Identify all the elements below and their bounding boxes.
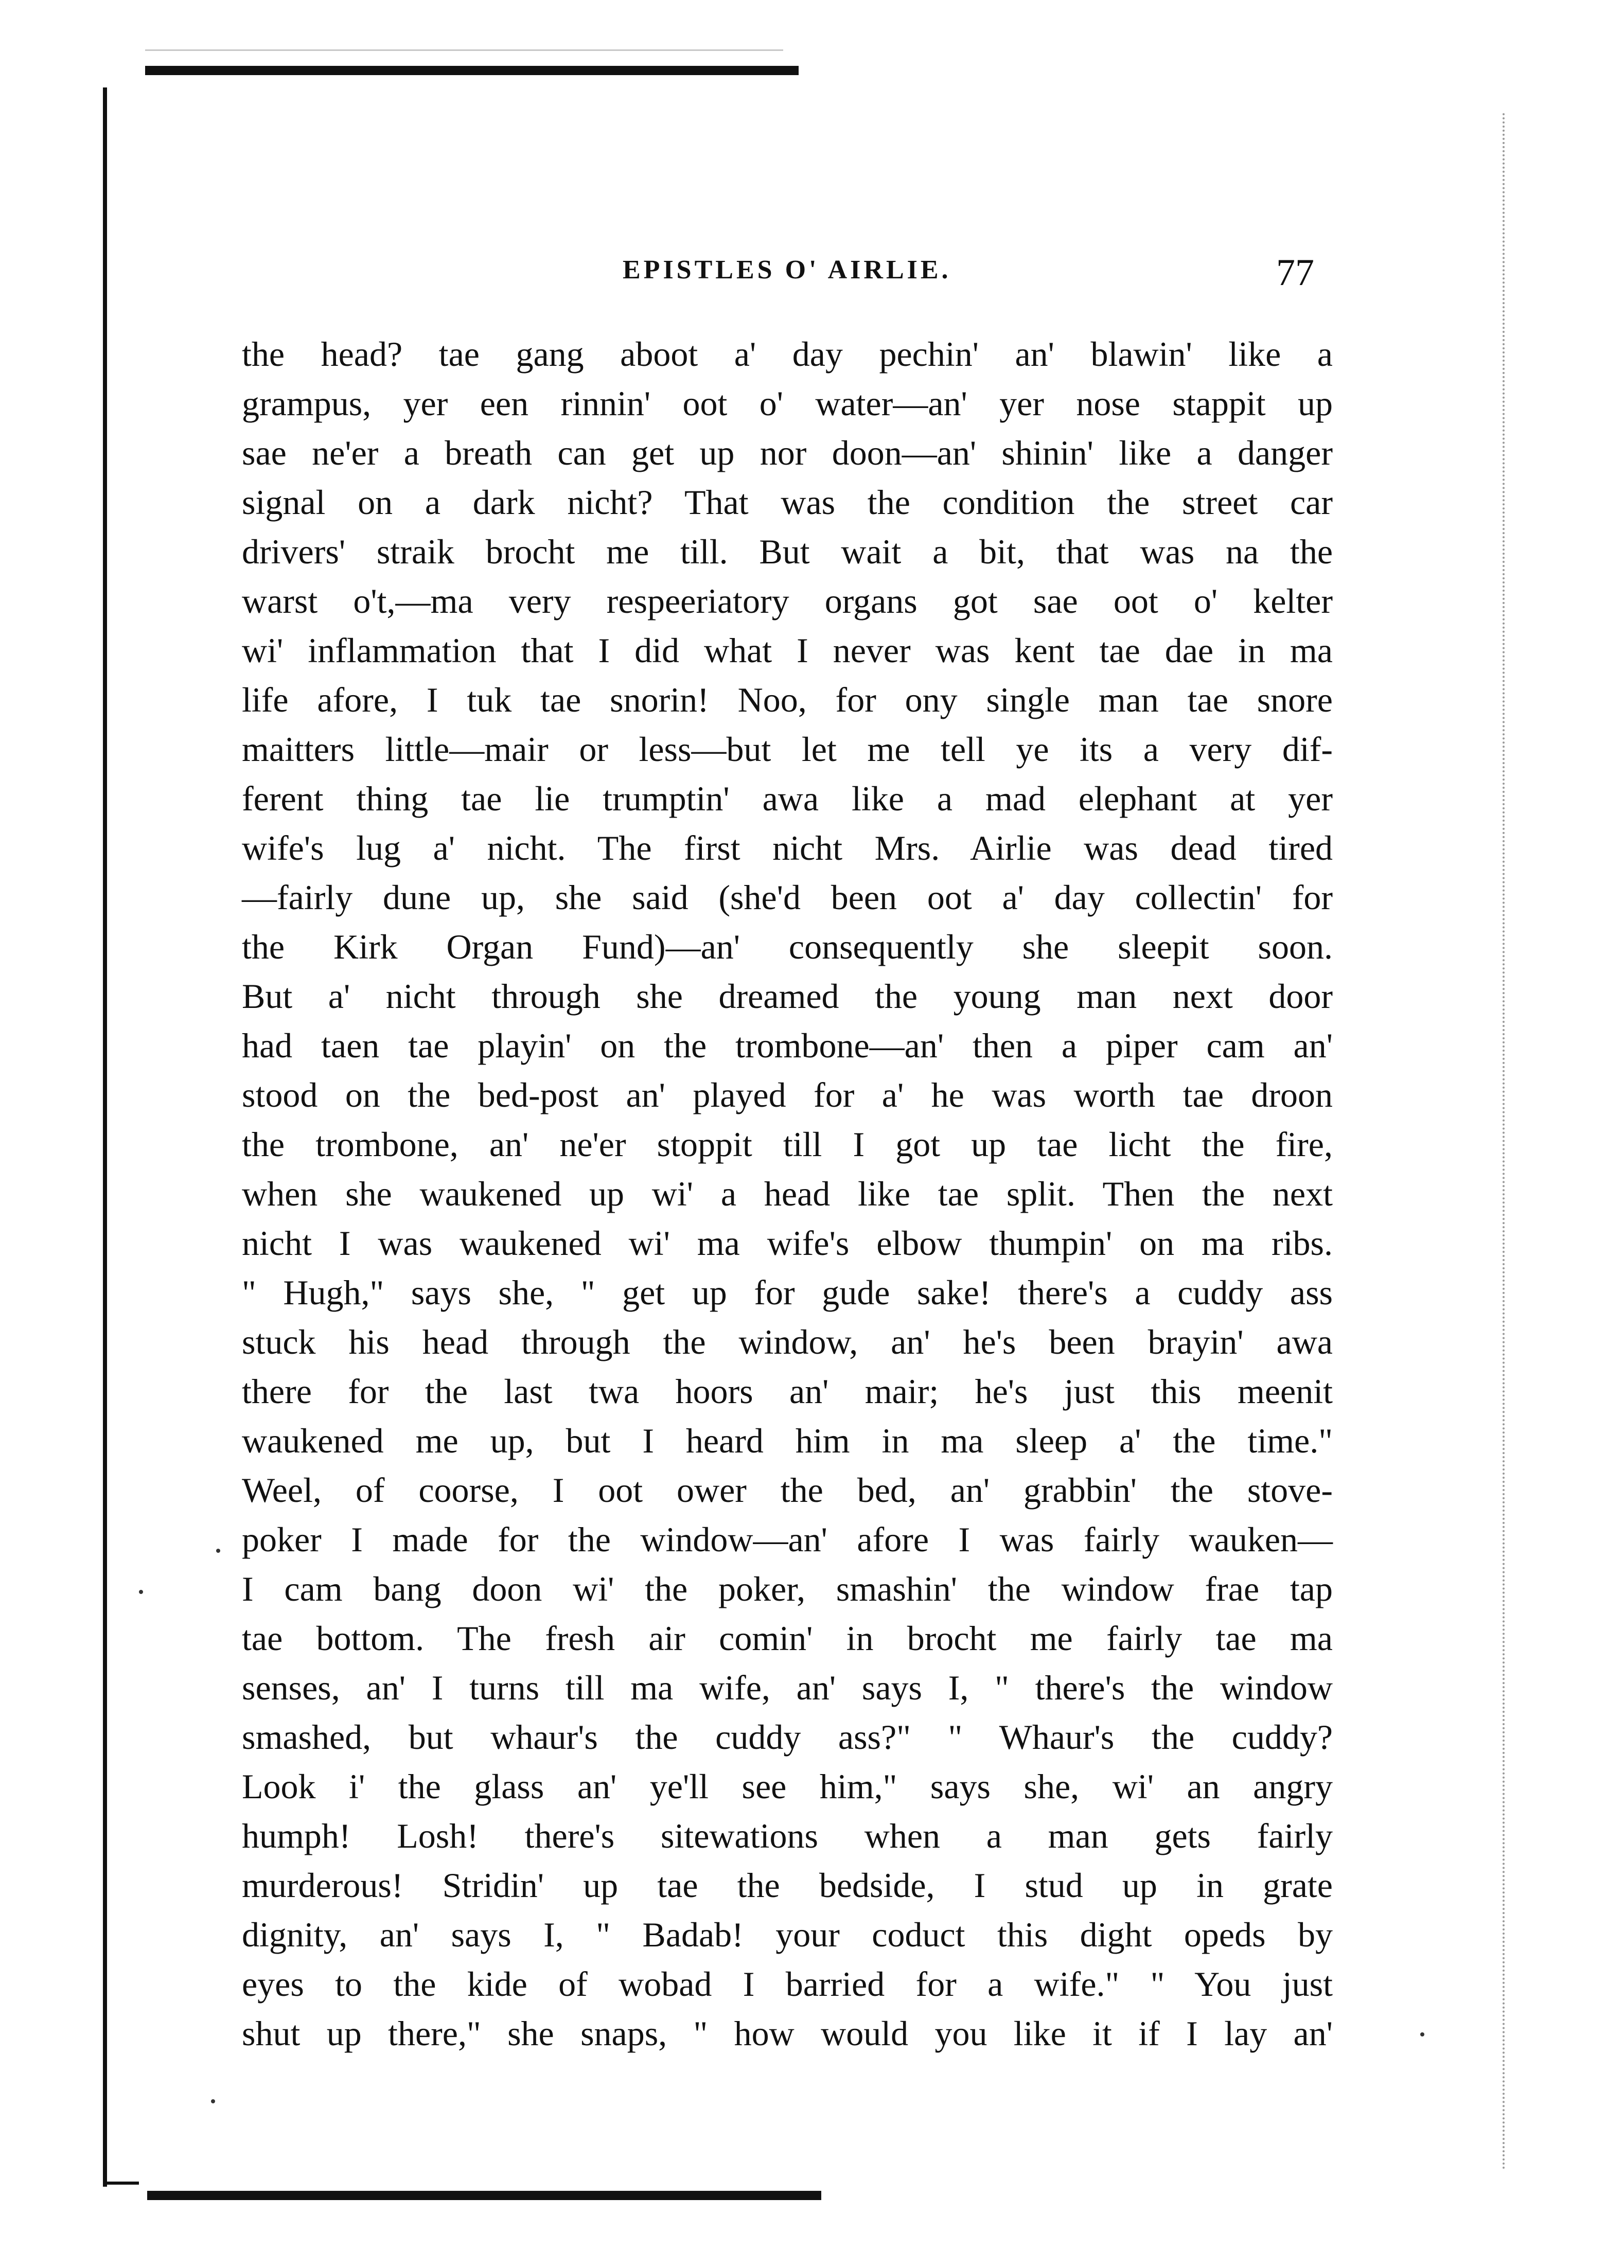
bottom-page-edge-rule bbox=[147, 2191, 821, 2200]
body-text bbox=[242, 329, 1333, 2058]
text-line: when she waukened up wi' a head like tae split. Then the next bbox=[242, 1174, 1333, 1213]
text-line: dignity, an' says I, " Badab! your coduct this dight opeds by bbox=[242, 1915, 1333, 1954]
top-page-edge-faint bbox=[145, 49, 783, 51]
text-line: " Hugh," says she, " get up for gude sake! there's a cuddy ass bbox=[242, 1273, 1333, 1312]
text-line: poker I made for the window—an' afore I was fairly wauken— bbox=[242, 1520, 1333, 1559]
text-line: life afore, I tuk tae snorin! Noo, for ony single man tae snore bbox=[242, 680, 1333, 719]
text-line: maitters little—mair or less—but let me tell ye its a very dif- bbox=[242, 730, 1333, 769]
text-line: Weel, of coorse, I oot ower the bed, an' grabbin' the stove- bbox=[242, 1470, 1333, 1510]
text-line: But a' nicht through she dreamed the young man next door bbox=[242, 977, 1333, 1016]
text-line: drivers' straik brocht me till. But wait a bit, that was na the bbox=[242, 532, 1333, 571]
right-page-edge bbox=[1503, 113, 1507, 2171]
text-line: stood on the bed-post an' played for a' he was worth tae droon bbox=[242, 1075, 1333, 1114]
text-line: tae bottom. The fresh air comin' in brocht me fairly tae ma bbox=[242, 1619, 1333, 1658]
ink-speck bbox=[211, 2099, 215, 2103]
top-page-edge-rule bbox=[145, 66, 799, 75]
left-binding-edge bbox=[103, 87, 107, 2187]
text-line: ferent thing tae lie trumptin' awa like a mad elephant at yer bbox=[242, 779, 1333, 818]
text-line: smashed, but whaur's the cuddy ass?" " Whaur's the cuddy? bbox=[242, 1717, 1333, 1757]
text-line: nicht I was waukened wi' ma wife's elbow thumpin' on ma ribs. bbox=[242, 1224, 1333, 1263]
ink-speck bbox=[216, 1549, 220, 1553]
running-head: EPISTLES O' AIRLIE. bbox=[623, 255, 951, 285]
text-line: wife's lug a' nicht. The first nicht Mrs. Airlie was dead tired bbox=[242, 828, 1333, 867]
text-line: eyes to the kide of wobad I barried for a wife." " You just bbox=[242, 1964, 1333, 2004]
text-line: sae ne'er a breath can get up nor doon—an' shinin' like a danger bbox=[242, 433, 1333, 472]
text-line: warst o't,—ma very respeeriatory organs got sae oot o' kelter bbox=[242, 581, 1333, 621]
text-line: senses, an' I turns till ma wife, an' says I, " there's the window bbox=[242, 1668, 1333, 1707]
ink-speck bbox=[139, 1590, 143, 1594]
text-line: waukened me up, but I heard him in ma sleep a' the time." bbox=[242, 1421, 1333, 1460]
ink-speck bbox=[1420, 2032, 1424, 2036]
text-line: wi' inflammation that I did what I never was kent tae dae in ma bbox=[242, 631, 1333, 670]
left-binding-foot bbox=[103, 2182, 139, 2185]
text-line: shut up there," she snaps, " how would you like it if I lay an' bbox=[242, 2014, 1333, 2053]
text-line: signal on a dark nicht? That was the condition the street car bbox=[242, 483, 1333, 522]
text-line: murderous! Stridin' up tae the bedside, I stud up in grate bbox=[242, 1866, 1333, 1905]
text-line: I cam bang doon wi' the poker, smashin' the window frae tap bbox=[242, 1569, 1333, 1608]
text-line: stuck his head through the window, an' he's been brayin' awa bbox=[242, 1322, 1333, 1361]
text-line: the Kirk Organ Fund)—an' consequently she sleepit soon. bbox=[242, 927, 1333, 966]
text-line: the head? tae gang aboot a' day pechin' an' blawin' like a bbox=[242, 334, 1333, 374]
text-line: grampus, yer een rinnin' oot o' water—an' yer nose stappit up bbox=[242, 384, 1333, 423]
text-line: humph! Losh! there's sitewations when a man gets fairly bbox=[242, 1816, 1333, 1855]
text-line: the trombone, an' ne'er stoppit till I got up tae licht the fire, bbox=[242, 1125, 1333, 1164]
text-line: Look i' the glass an' ye'll see him," says she, wi' an angry bbox=[242, 1767, 1333, 1806]
page-number: 77 bbox=[1276, 252, 1314, 294]
text-line: —fairly dune up, she said (she'd been oot a' day collectin' for bbox=[242, 878, 1333, 917]
text-line: had taen tae playin' on the trombone—an' then a piper cam an' bbox=[242, 1026, 1333, 1065]
text-line: there for the last twa hoors an' mair; he's just this meenit bbox=[242, 1372, 1333, 1411]
